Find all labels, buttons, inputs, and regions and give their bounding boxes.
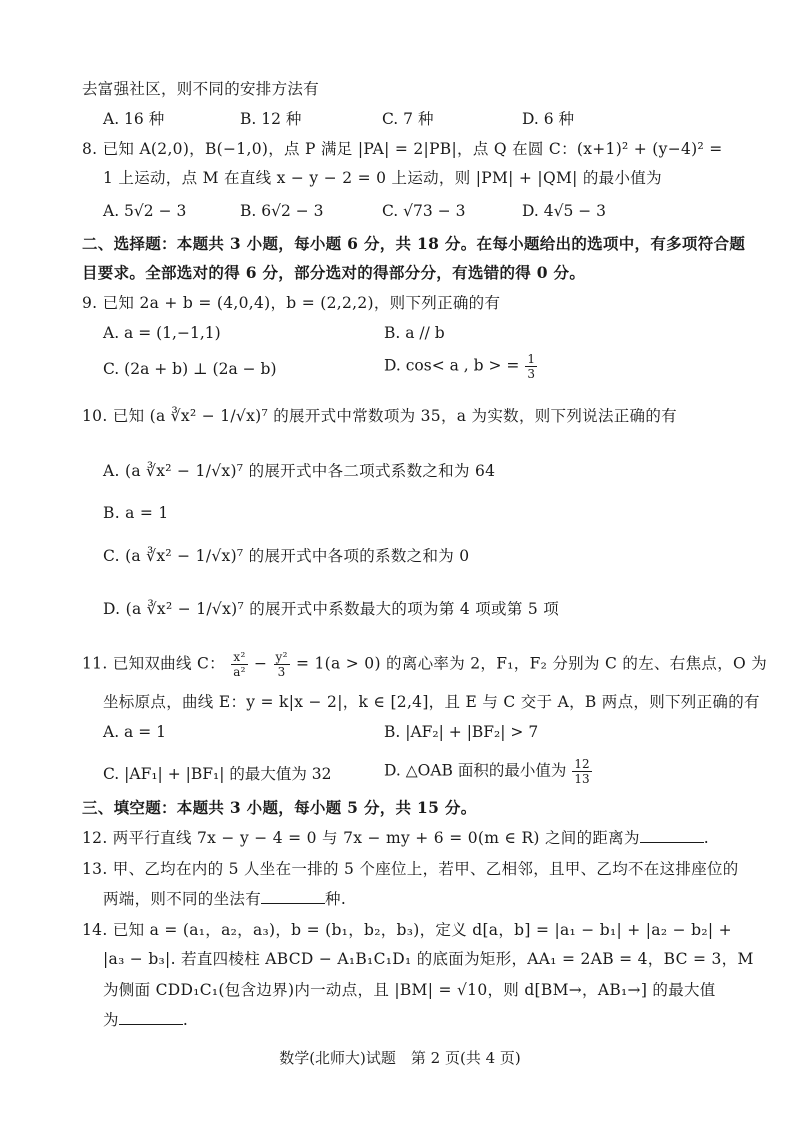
q11-option-c: C. |AF₁| + |BF₁| 的最大值为 32 (103, 765, 332, 783)
q11-line1 (82, 650, 767, 679)
q11-frac-x-den: a² (233, 665, 246, 679)
q9-option-c: C. (2a + b) ⊥ (2a − b) (103, 360, 277, 378)
q9-option-d-prefix: D. cos< a , b > = (384, 356, 520, 375)
q9-option-d (384, 352, 538, 381)
section3-heading: 三、填空题：本题共 3 小题，每小题 5 分，共 15 分。 (82, 798, 477, 817)
q10-stem-suffix: 的展开式中常数项为 35，a 为实数，则下列说法正确的有 (273, 407, 677, 425)
q8-option-c: C. √73 − 3 (382, 202, 466, 220)
q11-frac-y-den: 3 (277, 665, 286, 679)
q9-frac-den: 3 (527, 367, 535, 381)
q7-option-a: A. 16 种 (103, 110, 165, 128)
q10-option-a-expression: (a ∛x² − 1/√x)⁷ (124, 462, 244, 480)
q10-stem-prefix: 10. 已知 (82, 407, 145, 425)
q11-line1-prefix: 11. 已知双曲线 C： (82, 654, 225, 673)
q10-option-d-prefix: D. (103, 600, 121, 618)
q11-option-b: B. |AF₂| + |BF₂| > 7 (384, 723, 539, 741)
q14-line4: 为 . (103, 1011, 189, 1029)
q7-tail: 去富强社区，则不同的安排方法有 (82, 80, 320, 98)
q10-option-d-expression: (a ∛x² − 1/√x)⁷ (125, 600, 244, 618)
q10-option-c-suffix: 的展开式中各项的系数之和为 0 (248, 547, 470, 565)
q7-option-c: C. 7 种 (382, 110, 434, 128)
q9-option-d-fraction (525, 352, 537, 381)
q9-frac-num: 1 (527, 352, 535, 366)
q7-option-d: D. 6 种 (522, 110, 575, 128)
section2-heading-line1: 二、选择题：本题共 3 小题，每小题 6 分，共 18 分。在每小题给出的选项中，有多项符合题 (82, 234, 746, 253)
q7-option-b: B. 12 种 (240, 110, 302, 128)
q10-option-a-prefix: A. (103, 462, 120, 480)
q8-line2: 1 上运动，点 M 在直线 x − y − 2 = 0 上运动，则 |PM| + |QM| 的最小值为 (103, 169, 662, 187)
q8-line1: 8. 已知 A(2,0)，B(−1,0)，点 P 满足 |PA| = 2|PB|，点 Q 在圆 C：(x+1)² + (y−4)² = (82, 140, 723, 158)
q11-line2: 坐标原点，曲线 E：y = k|x − 2|，k ∈ [2,4]，且 E 与 C 交于 A，B 两点，则下列正确的有 (103, 693, 760, 711)
q8-option-b: B. 6√2 − 3 (240, 202, 324, 220)
q10-option-d (103, 598, 559, 620)
q10-option-c (103, 545, 469, 567)
q11-frac-d-num: 12 (574, 757, 590, 771)
q11-frac-y-num: y² (275, 650, 288, 664)
q12-answer-blank[interactable] (640, 828, 704, 843)
q11-option-d-fraction (572, 757, 591, 786)
page-footer: 数学(北师大)试题 第 2 页(共 4 页) (279, 1049, 521, 1067)
q11-frac-d-den: 13 (574, 772, 590, 786)
q14-line3: 为侧面 CDD₁C₁(包含边界)内一动点，且 |BM| = √10，则 d[BM→，AB₁→] 的最大值 (103, 981, 716, 999)
q8-option-a: A. 5√2 − 3 (103, 202, 187, 220)
section2-heading-line2: 目要求。全部选对的得 6 分，部分选对的得部分分，有选错的得 0 分。 (82, 263, 586, 282)
q10-option-b: B. a = 1 (103, 504, 169, 522)
q9-option-b: B. a // b (384, 324, 445, 342)
q9-stem: 9. 已知 2a + b = (4,0,4)，b = (2,2,2)，则下列正确的有 (82, 294, 501, 312)
q12: 12. 两平行直线 7x − y − 4 = 0 与 7x − my + 6 = 0(m ∈ R) 之间的距离为 . (82, 829, 710, 847)
q13-line2-suffix: 种. (325, 890, 347, 908)
q11-option-a: A. a = 1 (103, 723, 166, 741)
q11-option-d-prefix: D. △OAB 面积的最小值为 (384, 761, 567, 780)
q11-option-d (384, 757, 593, 786)
q8-option-d: D. 4√5 − 3 (522, 202, 607, 220)
q9-option-a: A. a = (1,−1,1) (103, 324, 221, 342)
q13-line2 (103, 888, 346, 910)
q10-stem (82, 405, 677, 427)
q12-text: 12. 两平行直线 7x − y − 4 = 0 与 7x − my + 6 = 0(m ∈ R) 之间的距离为 (82, 829, 640, 847)
q11-frac-y (274, 650, 290, 679)
q11-minus: − (254, 654, 268, 673)
q10-option-c-expression: (a ∛x² − 1/√x)⁷ (125, 547, 244, 565)
q10-option-c-prefix: C. (103, 547, 120, 565)
q10-expression: (a ∛x² − 1/√x)⁷ (149, 407, 268, 425)
q11-line1-suffix: = 1(a > 0) 的离心率为 2，F₁，F₂ 分别为 C 的左、右焦点，O 为 (295, 654, 768, 673)
q14-line4-prefix: 为 (103, 1011, 119, 1029)
q14-answer-blank[interactable] (119, 1010, 183, 1025)
q14-line2: |a₃ − b₃|. 若直四棱柱 ABCD − A₁B₁C₁D₁ 的底面为矩形，AA₁ = 2AB = 4，BC = 3，M (103, 950, 754, 968)
q13-line1: 13. 甲、乙均在内的 5 人坐在一排的 5 个座位上，若甲、乙相邻，且甲、乙均不在这排座位的 (82, 860, 739, 878)
q10-option-d-suffix: 的展开式中系数最大的项为第 4 项或第 5 项 (249, 600, 560, 618)
q13-line2-prefix: 两端，则不同的坐法有 (103, 890, 262, 908)
q14-line1: 14. 已知 a = (a₁，a₂，a₃)，b = (b₁，b₂，b₃)，定义 d[a，b] = |a₁ − b₁| + |a₂ − b₂| + (82, 921, 732, 939)
q11-frac-x (231, 650, 248, 679)
q11-frac-x-num: x² (231, 650, 248, 665)
q13-answer-blank[interactable] (261, 889, 325, 904)
q10-option-a-suffix: 的展开式中各二项式系数之和为 64 (248, 462, 496, 480)
q10-option-a (103, 460, 495, 482)
